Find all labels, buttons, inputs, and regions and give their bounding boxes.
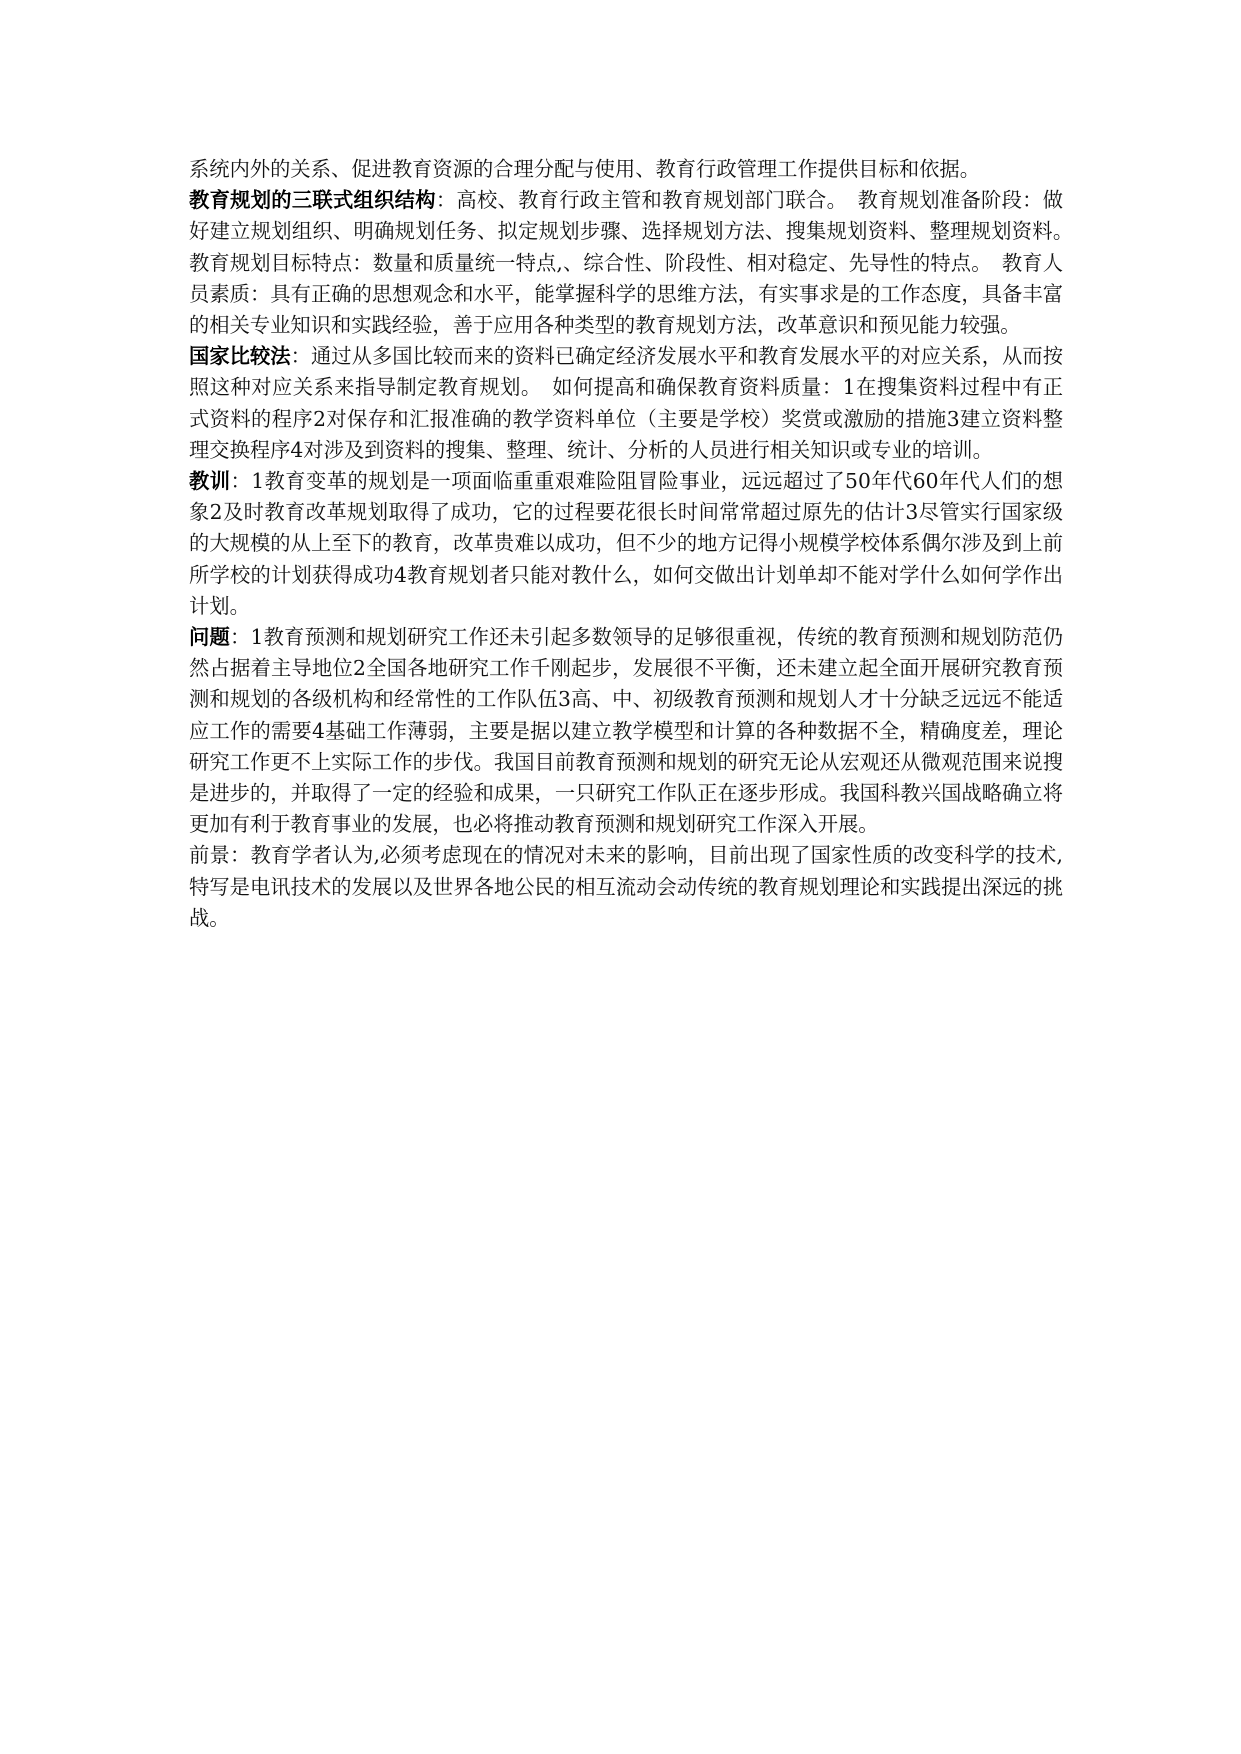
paragraph-text: ：高校、教育行政主管和教育规划部门联合。 教育规划准备阶段：做好建立规划组织、明确规划任务、拟定规划步骤、选择规划方法、搜集规划资料、整理规划资料。 教育规划目标特点：数量和质量统一特点,、综合性、阶段性、相对稳定、先导性的特点。 教育人员素质：具有正确的思想观念和水平，能掌握科学的思维方法，有实事求是的工作态度，具备丰富的相关专业知识和实践经验，善于应用各种类型的教育规划方法，改革意识和预见能力较强。 <box>189 188 1084 338</box>
paragraph-organization-structure <box>189 185 1084 341</box>
paragraph-intro-continuation <box>189 154 1063 185</box>
bold-term-lessons: 教训 <box>189 469 231 494</box>
paragraph-text: 系统内外的关系、促进教育资源的合理分配与使用、教育行政管理工作提供目标和依据。 <box>189 157 980 181</box>
paragraph-text: ：1教育变革的规划是一项面临重重艰难险阻冒险事业，远远超过了50年代60年代人们的想象2及时教育改革规划取得了成功，它的过程要花很长时间常常超过原先的估计3尽管实行国家级的大规模的从上至下的教育，改革贵难以成功，但不少的地方记得小规模学校体系偶尔涉及到上前所学校的计划获得成功4教育规划者只能对教什么，如何交做出计划单却不能对学什么如何学作出计划。 <box>189 469 1063 618</box>
paragraph-text: ：通过从多国比较而来的资料已确定经济发展水平和教育发展水平的对应关系，从而按照这种对应关系来指导制定教育规划。 如何提高和确保教育资料质量：1在搜集资料过程中有正式资料的程序2对保存和汇报准确的教学资料单位（主要是学校）奖赏或激励的措施3建立资料整理交换程序4对涉及到资料的搜集、整理、统计、分析的人员进行相关知识或专业的培训。 <box>189 344 1063 462</box>
paragraph-prospects <box>189 840 1063 934</box>
paragraph-text: ：1教育预测和规划研究工作还未引起多数领导的足够很重视，传统的教育预测和规划防范仍然占据着主导地位2全国各地研究工作千刚起步，发展很不平衡，还未建立起全面开展研究教育预测和规划的各级机构和经常性的工作队伍3高、中、初级教育预测和规划人才十分缺乏远远不能适应工作的需要4基础工作薄弱，主要是据以建立教学模型和计算的各种数据不全，精确度差，理论研究工作更不上实际工作的步伐。我国目前教育预测和规划的研究无论从宏观还从微观范围来说搜是进步的，并取得了一定的经验和成果，一只研究工作队正在逐步形成。我国科教兴国战略确立将更加有利于教育事业的发展，也必将推动教育预测和规划研究工作深入开展。 <box>189 625 1063 837</box>
bold-term-organization-structure: 教育规划的三联式组织结构 <box>189 188 436 213</box>
bold-term-problems: 问题 <box>189 625 231 650</box>
paragraph-national-comparison <box>189 341 1063 466</box>
paragraph-text: 前景：教育学者认为,必须考虑现在的情况对未来的影响，目前出现了国家性质的改变科学的技术,特写是电讯技术的发展以及世界各地公民的相互流动会动传统的教育规划理论和实践提出深远的挑战。 <box>189 843 1063 930</box>
paragraph-problems <box>189 622 1063 840</box>
bold-term-national-comparison: 国家比较法 <box>189 344 291 369</box>
document-body <box>189 154 1084 934</box>
paragraph-lessons <box>189 466 1063 622</box>
